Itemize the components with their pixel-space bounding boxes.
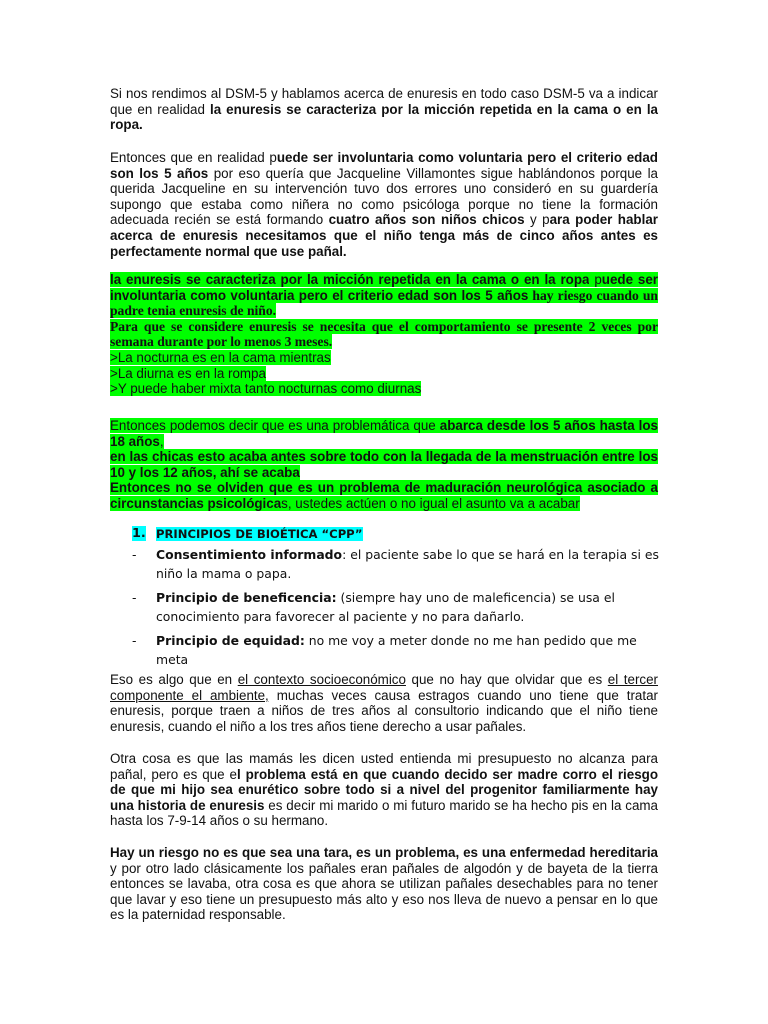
text-run: Otra cosa es que las mamás les dicen usted entienda mi presupuesto no alcanza para pañal, pero es que e (110, 751, 658, 782)
text-run: por eso quería que Jacqueline Villamontes sigue hablándonos porque la querida Jacqueline en su intervención tuvo dos errores uno consideró en su guardería supongo que estaba como niñera no como psicóloga porque no tiene la formación adecuada recién se está formando (110, 165, 659, 228)
list-item (110, 631, 670, 669)
list-item (110, 545, 670, 583)
text-run: muchas veces causa estragos cuando uno tiene que tratar enuresis, porque traen a niños de tres años al consultorio indicando que el niño tiene enuresis, cuando el niño a los tres años tiene derecho a usar pañales. (110, 687, 658, 734)
dash-bullet: - (132, 547, 137, 562)
highlight-run: Para que se considere enuresis se necesita que el comportamiento se presente 2 veces por semana durante por lo menos 3 meses. (110, 318, 658, 350)
paragraph-hereditary (110, 845, 658, 923)
bold-run: cuatro años son niños chicos (328, 212, 525, 228)
highlight-run: hay riesgo cuando un padre tenia enuresis de niño. (110, 287, 658, 319)
text-run: que no hay que olvidar que es (405, 672, 608, 687)
list-item (110, 588, 670, 626)
bold-run: uede ser involuntaria como voluntaria pero el criterio edad son los 5 años (110, 150, 658, 181)
item-text: el paciente sabe lo que se hará en la terapia si es niño la mama o papa. (156, 547, 659, 581)
list-heading (110, 526, 670, 544)
highlight-run: >La diurna es en la rompa (110, 365, 266, 381)
list-number: 1. (132, 526, 146, 541)
paragraph-socioeconomic (110, 672, 658, 734)
highlight-run: en las chicas esto acaba antes sobre todo con la llegada de la menstruación entre los 10 y los 12 años, ahí se acaba (110, 449, 658, 480)
bold-run: la enuresis se caracteriza por la micción repetida en la cama o en la ropa. (110, 101, 658, 133)
highlighted-age-range (110, 418, 658, 512)
text-run: y p (524, 212, 550, 228)
text-run: y por otro lado clásicamente los pañales eran pañales de algodón y de bayeta de la tierra entonces se lavaba, otra cosa es que ahora se utilizan pañales desechables para no tener que lavar y eso tiene un presupuesto más alto y eso nos lleva de nuevo a pensar en lo que es la paternidad responsable. (110, 860, 658, 923)
bold-run: l problema está en que cuando decido ser madre corro el riesgo de que mi hijo sea enurético sobre todo si a nivel del progenitor familiarmente hay una historia de enuresis (110, 766, 658, 813)
bold-run: ara poder hablar acerca de enuresis necesitamos que el niño tenga más de cinco años antes es perfectamente normal que use pañal. (110, 212, 658, 259)
item-text: no me voy a meter donde no me han pedido que me meta (156, 633, 637, 667)
item-separator: : (342, 547, 347, 562)
item-text: (siempre hay uno de maleficencia) se usa el conocimiento para favorecer al paciente y no para dañarlo. (156, 590, 615, 624)
highlight-run: la enuresis se caracteriza por la micción repetida en la cama o en la ropa (110, 272, 590, 287)
dash-bullet: - (132, 590, 137, 605)
paragraph-budget (110, 751, 658, 829)
list-title: PRINCIPIOS DE BIOÉTICA “CPP” (156, 527, 363, 541)
highlight-run: >La nocturna es en la cama mientras (110, 349, 331, 365)
text-run: es decir mi marido o mi futuro marido se ha hecho pis en la cama hasta los 7-9-14 años o su hermano. (110, 797, 658, 829)
highlight-run: Entonces no se olviden que es un problema de maduración neurológica asociado a circunstancias psicológica (110, 480, 658, 511)
paragraph-dsm5 (110, 86, 658, 133)
text-run: Entonces que en realidad p (110, 150, 277, 165)
highlighted-summary (110, 272, 658, 397)
underlined-run: el tercer componente el ambiente, (110, 672, 659, 703)
item-label: Consentimiento informado (156, 547, 343, 562)
highlight-run: p (589, 272, 602, 287)
dash-bullet: - (132, 633, 137, 648)
highlight-run: abarca desde los 5 años hasta los 18 años (110, 418, 658, 449)
item-label: Principio de beneficencia: (156, 590, 337, 605)
text-run: Eso es algo que en (110, 672, 238, 687)
paragraph-criteria (110, 150, 658, 259)
highlight-run: , (159, 433, 164, 449)
highlight-run: Entonces podemos decir que es una problemática que (110, 418, 440, 433)
highlight-run: uede ser involuntaria como voluntaria pero el criterio edad son los 5 años (110, 272, 658, 303)
text-run: Si nos rendimos al DSM-5 y hablamos acerca de enuresis en todo caso DSM-5 va a indicar que en realidad (110, 86, 658, 117)
bold-run: Hay un riesgo no es que sea una tara, es un problema, es una enfermedad hereditaria (110, 845, 658, 860)
bioethics-list (110, 526, 670, 669)
highlight-run: s, ustedes actúen o no igual el asunto va a acabar (281, 495, 580, 511)
highlight-run: >Y puede haber mixta tanto nocturnas como diurnas (110, 381, 422, 397)
item-label: Principio de equidad: (156, 633, 305, 648)
underlined-run: el contexto socioeconómico (237, 672, 406, 687)
